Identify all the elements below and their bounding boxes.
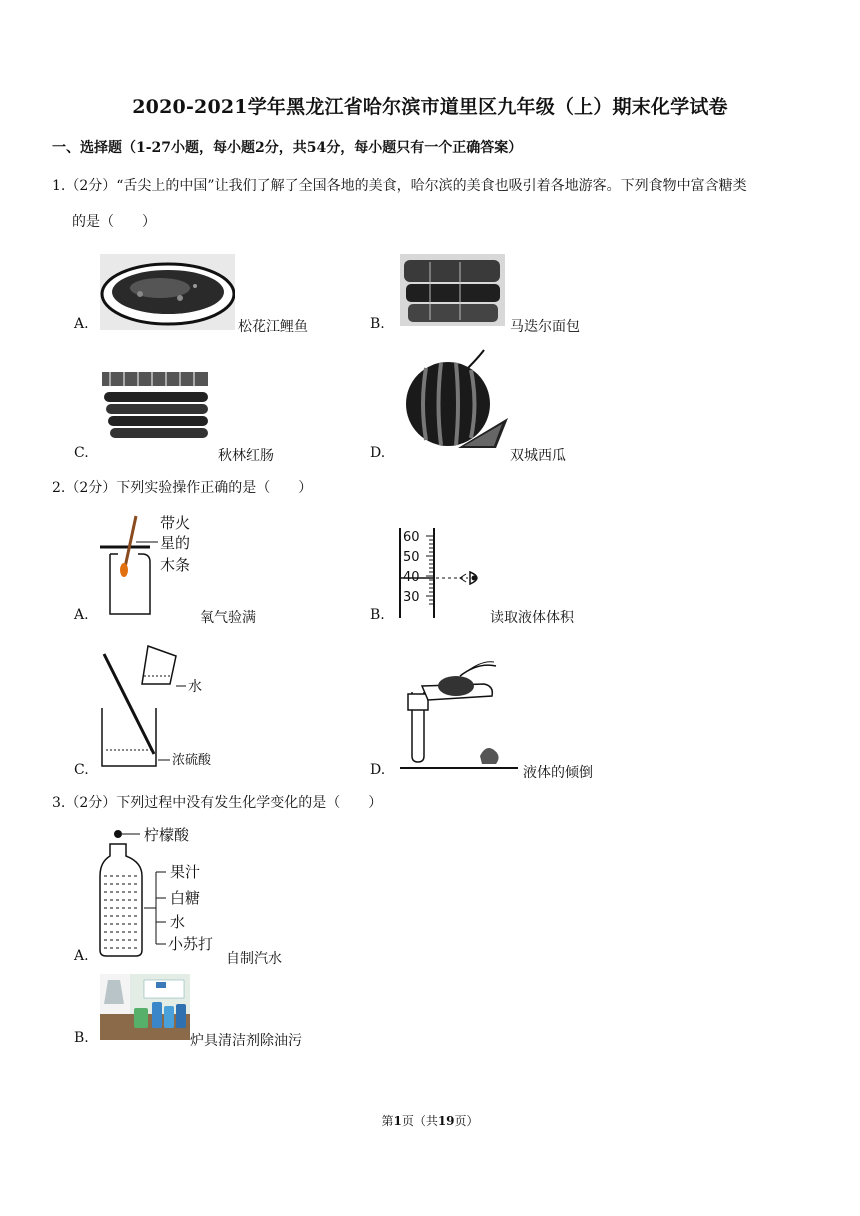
cylinder-tick-60: 60 — [403, 530, 420, 545]
watermelon-image — [396, 348, 511, 448]
q1-option-a-letter[interactable]: A. — [74, 316, 89, 332]
q3-option-a-caption: 自制汽水 — [226, 951, 282, 967]
q3-option-b-letter[interactable]: B. — [74, 1030, 89, 1046]
graduated-cylinder-diagram — [398, 524, 488, 620]
footer-page-number: 1 — [393, 1114, 402, 1128]
q2-option-d-letter[interactable]: D. — [370, 762, 386, 778]
oxygen-test-diagram — [98, 514, 208, 620]
page-footer — [0, 1112, 860, 1129]
question-3-stem: 3.（2分）下列过程中没有发生化学变化的是（ ） — [52, 795, 383, 811]
bread-image — [400, 254, 505, 326]
cylinder-tick-40: 40 — [403, 570, 420, 585]
homemade-soda-diagram — [96, 826, 226, 960]
sausage-image — [100, 370, 210, 445]
q2-option-b-caption: 读取液体体积 — [490, 610, 574, 626]
dilution-diagram — [96, 644, 226, 770]
fig-label-baking-soda: 小苏打 — [168, 935, 214, 953]
footer-total-pages: 19 — [437, 1114, 455, 1128]
q1-option-b-caption: 马迭尔面包 — [510, 319, 580, 335]
fig-label-water: 水 — [188, 679, 202, 695]
q1-option-d-caption: 双城西瓜 — [510, 448, 566, 464]
fig-label-sulfuric-acid: 浓硫酸 — [172, 753, 212, 768]
q1-option-c-caption: 秋林红肠 — [218, 448, 274, 464]
q1-option-d-letter[interactable]: D. — [370, 445, 386, 461]
cylinder-tick-50: 50 — [403, 550, 420, 565]
section-heading: 一、选择题（1-27小题，每小题2分，共54分，每小题只有一个正确答案） — [52, 140, 523, 156]
question-2-stem: 2.（2分）下列实验操作正确的是（ ） — [52, 480, 313, 496]
q1-option-c-letter[interactable]: C. — [74, 445, 89, 461]
q3-option-a-letter[interactable]: A. — [74, 948, 89, 964]
carp-dish-image — [100, 254, 235, 330]
q2-option-a-caption: 氧气验满 — [200, 610, 256, 626]
question-1-line2: 的是（ ） — [72, 214, 156, 230]
footer-middle: 页（共 — [401, 1114, 438, 1128]
fig-label-citric-acid: 柠檬酸 — [144, 826, 190, 844]
fig-label-mu-tiao: 木条 — [160, 556, 191, 574]
fig-label-dai-huo: 带火 — [160, 514, 191, 532]
cylinder-tick-30: 30 — [403, 590, 420, 605]
page-title: 2020-2021学年黑龙江省哈尔滨市道里区九年级（上）期末化学试卷 — [132, 96, 728, 118]
q2-option-b-letter[interactable]: B. — [370, 607, 385, 623]
fig-label-juice: 果汁 — [170, 863, 201, 881]
q2-option-d-caption: 液体的倾倒 — [523, 765, 593, 781]
fig-label-water: 水 — [170, 913, 186, 931]
footer-suffix: 页） — [454, 1114, 479, 1128]
fig-label-xing-de: 星的 — [160, 534, 191, 552]
q3-option-b-caption: 炉具清洁剂除油污 — [190, 1033, 302, 1049]
q1-option-b-letter[interactable]: B. — [370, 316, 385, 332]
stove-cleaner-photo — [100, 974, 190, 1040]
q2-option-c-letter[interactable]: C. — [74, 762, 89, 778]
pouring-liquid-diagram — [398, 656, 523, 772]
q1-option-a-caption: 松花江鲤鱼 — [238, 319, 308, 335]
fig-label-sugar: 白糖 — [170, 889, 201, 907]
q2-option-a-letter[interactable]: A. — [74, 607, 89, 623]
footer-prefix: 第 — [381, 1114, 394, 1128]
question-1-line1: 1.（2分）“舌尖上的中国”让我们了解了全国各地的美食，哈尔滨的美食也吸引着各地游客。下列食物中富含糖类 — [52, 178, 747, 194]
